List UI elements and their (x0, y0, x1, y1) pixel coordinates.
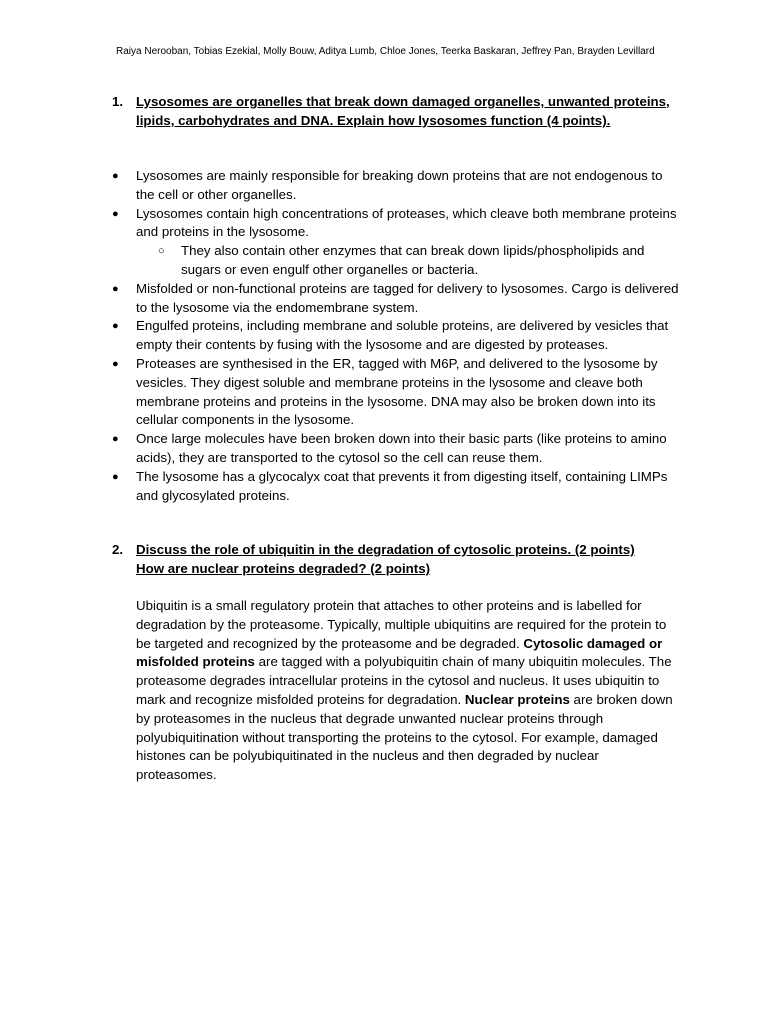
question-1 (112, 92, 682, 130)
question-1-number: 1. (112, 94, 124, 109)
author-list: Raiya Nerooban, Tobias Ezekial, Molly Bouw, Aditya Lumb, Chloe Jones, Teerka Baskaran, Jeffrey Pan, Brayden Levillard (116, 46, 655, 57)
question-1-answer-list (112, 167, 682, 505)
list-item: ● Lysosomes are mainly responsible for breaking down proteins that are not endogenous to the cell or other organelles. (112, 167, 682, 205)
question-2 (112, 540, 682, 578)
list-item: ● The lysosome has a glycocalyx coat that prevents it from digesting itself, containing LIMPs and glycosylated proteins. (112, 468, 682, 506)
answer-bold-text: Nuclear proteins (464, 691, 570, 707)
answer-text: are broken down by proteasomes in the nucleus that degrade unwanted nuclear proteins through polyubiquitination without transporting the proteins to the cytosol. For example, damaged histones can be polyubiquitinated in the nucleus and then degraded by nuclear proteasomes. (136, 691, 673, 783)
sub-list-item: ○ They also contain other enzymes that can break down lipids/phospholipids and sugars or even engulf other organelles or bacteria. (136, 242, 682, 280)
question-2-text-line1: Discuss the role of ubiquitin in the degradation of cytosolic proteins. (2 points) (136, 542, 635, 557)
list-item: ● Proteases are synthesised in the ER, tagged with M6P, and delivered to the lysosome by vesicles. They digest soluble and membrane proteins in the lysosome and cleave both membrane proteins and proteins in the lysosome. DNA may also be broken down into its cellular components in the lysosome. (112, 355, 682, 430)
answer-text: Ubiquitin is a small regulatory protein that attaches to other proteins and is labelled for degradation by the proteasome. Typically, multiple ubiquitins are required for the protein to be targeted and recognized by the proteasome and be degraded. (136, 598, 667, 651)
question-2-text-line2: How are nuclear proteins degraded? (2 points) (136, 561, 431, 576)
question-2-number: 2. (112, 542, 124, 557)
question-2-text (136, 540, 682, 578)
sub-list (136, 242, 682, 280)
question-2-answer (136, 597, 681, 785)
list-item: ● Once large molecules have been broken down into their basic parts (like proteins to amino acids), they are transported to the cytosol so the cell can reuse them. (112, 430, 682, 468)
list-item (112, 205, 682, 280)
question-1-text: Lysosomes are organelles that break down damaged organelles, unwanted proteins, lipids, carbohydrates and DNA. Explain how lysosomes function (4 points). (136, 94, 670, 128)
answer-bold-text: Cytosolic damaged or misfolded proteins (136, 635, 663, 670)
list-item: ● Misfolded or non-functional proteins are tagged for delivery to lysosomes. Cargo is delivered to the lysosome via the endomembrane system. (112, 280, 682, 318)
list-item-text: Lysosomes contain high concentrations of proteases, which cleave both membrane proteins and proteins in the lysosome. (136, 205, 677, 240)
list-item: ● Engulfed proteins, including membrane and soluble proteins, are delivered by vesicles that empty their contents by fusing with the lysosome and are digested by proteases. (112, 317, 682, 355)
answer-text: are tagged with a polyubiquitin chain of many ubiquitin molecules. The proteasome degrades intracellular proteins in the cytosol and nucleus. It uses ubiquitin to mark and recognize misfolded proteins for degradation. (136, 654, 672, 707)
